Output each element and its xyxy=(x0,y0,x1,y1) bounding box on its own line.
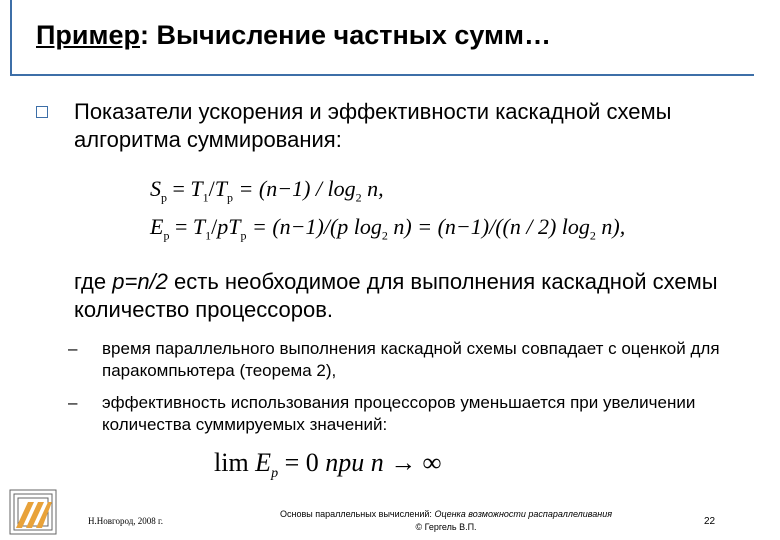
f1-slash: / xyxy=(208,176,215,201)
lim-tail: n → ∞ xyxy=(364,448,442,477)
dash-item-efficiency xyxy=(68,392,758,436)
title-rest: : Вычисление частных сумм… xyxy=(139,20,551,50)
title-frame-bottom xyxy=(10,74,754,76)
bullet-checkbox-icon xyxy=(36,106,48,118)
f1-T1: T xyxy=(190,176,203,201)
f2-sub-1: 1 xyxy=(205,228,212,243)
f2-rhs1: = (n−1)/(p log xyxy=(246,214,382,239)
f2-pT: pT xyxy=(217,214,241,239)
where-paragraph xyxy=(74,268,754,324)
f2-sub-2a: 2 xyxy=(381,228,388,243)
lim-word: lim xyxy=(214,448,256,477)
where-rest: есть необходимое для выполнения каскадной схемы количество процессоров. xyxy=(74,269,718,322)
where-prefix: где xyxy=(74,269,113,294)
f2-T1: T xyxy=(192,214,206,239)
footer-location: Н.Новгород, 2008 г. xyxy=(88,516,163,526)
f1-rhs: = (n−1) / log xyxy=(233,176,356,201)
f2-slash: / xyxy=(211,214,218,239)
f2-E: E xyxy=(150,214,164,239)
university-logo-icon xyxy=(8,488,58,536)
lim-E: E xyxy=(255,448,272,477)
footer-course xyxy=(236,508,656,534)
lim-pri: при xyxy=(325,448,365,477)
f1-sub-1: 1 xyxy=(202,190,209,205)
page-number: 22 xyxy=(704,516,716,527)
f2-sub-p: p xyxy=(163,228,170,243)
f1-end: n, xyxy=(361,176,384,201)
where-var: p=n/2 xyxy=(112,269,168,294)
dash-item-text: время параллельного выполнения каскадной схемы совпадает с оценкой для паракомпьютера (теорема 2), xyxy=(102,339,720,380)
f1-S: S xyxy=(150,176,161,201)
f2-sub-p2: p xyxy=(240,228,247,243)
f2-sub-2b: 2 xyxy=(589,228,596,243)
title-frame-left xyxy=(10,0,12,76)
bullet-text: Показатели ускорения и эффективности каскадной схемы алгоритма суммирования: xyxy=(74,99,672,152)
lim-sub-p: p xyxy=(271,466,279,482)
footer-course-prefix: Основы параллельных вычислений: xyxy=(279,509,435,519)
footer-author: © Гергель В.П. xyxy=(415,522,477,532)
limit-formula xyxy=(214,448,441,482)
f1-sub-p2: p xyxy=(227,190,234,205)
f2-eq: = xyxy=(169,214,193,239)
f1-Tp: T xyxy=(214,176,228,201)
dash-marker: – xyxy=(68,339,78,358)
f1-sub-2: 2 xyxy=(355,190,362,205)
lim-eq: = 0 xyxy=(278,448,326,477)
dash-item-time xyxy=(68,338,758,382)
dash-item-text: эффективность использования процессоров уменьшается при увеличении количества суммируемых значений: xyxy=(102,393,696,434)
f2-end: n), xyxy=(595,214,626,239)
speedup-formula xyxy=(150,176,384,205)
page-title xyxy=(36,20,551,51)
footer-course-topic: Оценка возможности распараллеливания xyxy=(434,509,613,519)
f1-eq: = xyxy=(167,176,191,201)
efficiency-formula xyxy=(150,214,625,243)
f1-sub-p: p xyxy=(161,190,167,205)
dash-marker: – xyxy=(68,393,78,412)
f2-mid: n) = (n−1)/((n / 2) log xyxy=(387,214,590,239)
title-underlined: Пример xyxy=(36,20,140,50)
